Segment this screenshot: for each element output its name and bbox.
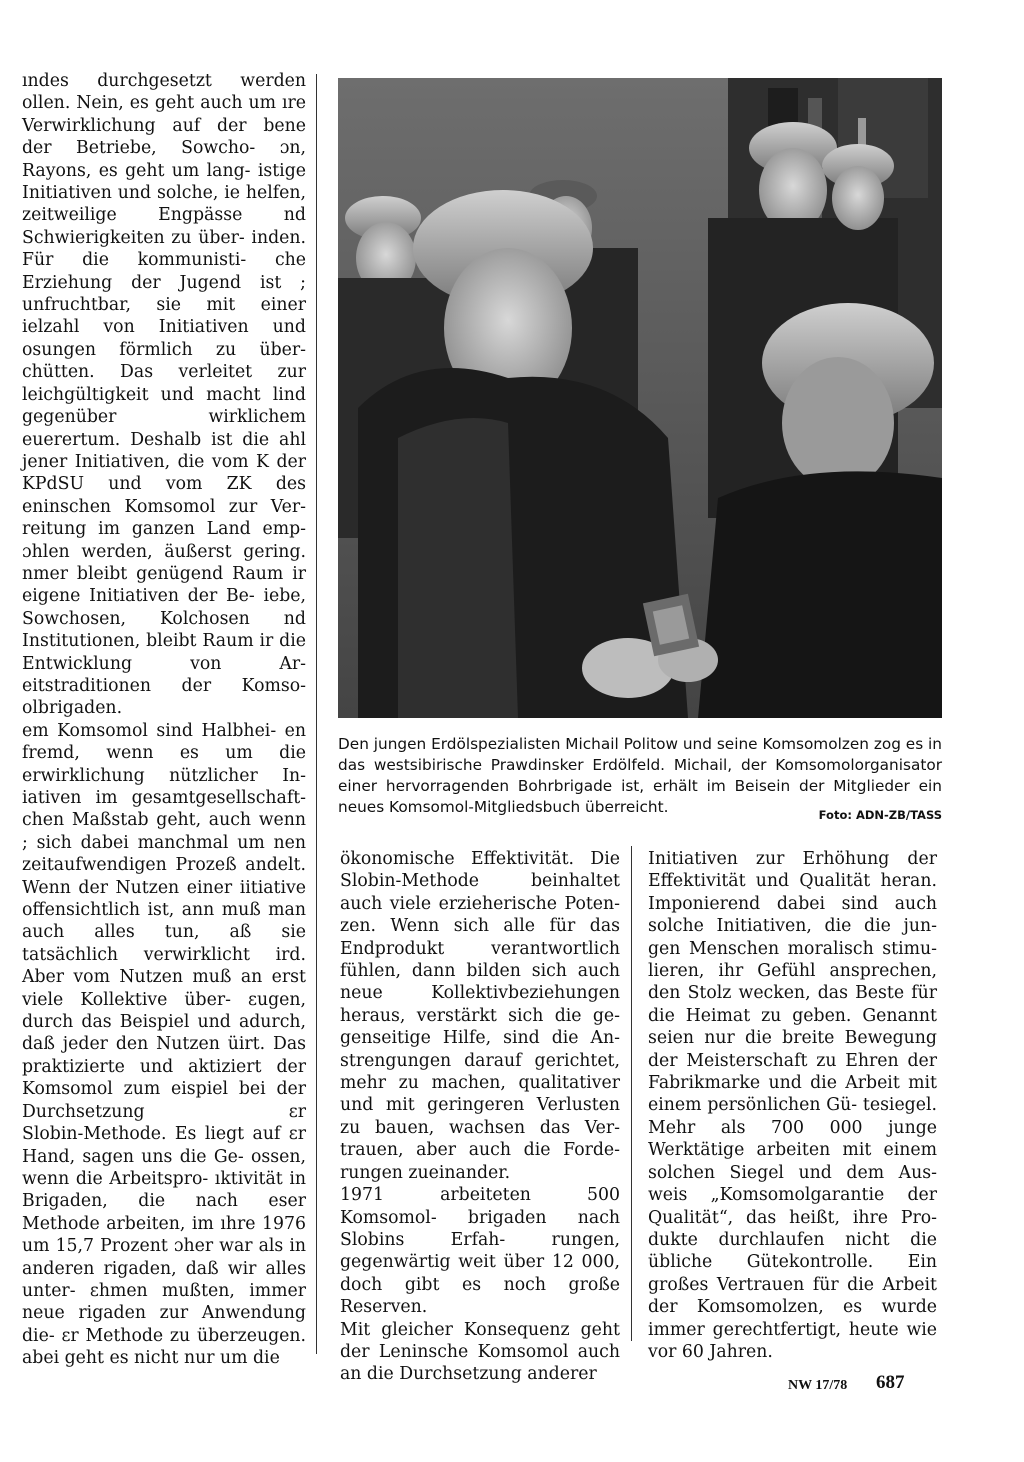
article-column-left xyxy=(22,70,306,1370)
photo-image xyxy=(338,78,942,718)
middle-paragraph-3: Mit gleicher Konsequenz geht der Leninsche Komsomol auch an die Durchsetzung anderer xyxy=(340,1319,620,1385)
issue-label: NW 17/78 xyxy=(788,1378,848,1393)
left-paragraph-2: em Komsomol sind Halbhei‑ en fremd, wenn es um die erwirklichung nützlicher In‑ iativen im gesamtgesellschaft‑ chen Maßstab geht, auch wenn ; sich dabei manchmal um nen zeitaufwendigen Prozeß andelt. Wenn der Nutzen einer iitiative offensichtlich ist, ann muß man auch alles tun, aß sie tatsächlich verwirklicht ird. Aber vom Nutzen muß an erst viele Kollektive über‑ ɛugen, durch das Beispiel und adurch, daß jeder den Nutzen üirt. Das praktizierte und aktiziert der Komsomol zum eispiel bei der Durchsetzung ɛr Slobin‑Methode. Es liegt auf ɛr Hand, sagen uns die Ge‑ ossen, wenn die Arbeitspro‑ ıktivität in Brigaden, die nach eser Methode arbeiten, im ıhre 1976 um 15,7 Prozent ɔher war als in anderen rigaden, daß wir alles unter‑ ɛhmen mußten, immer neue rigaden zur Anwendung die‑ ɛr Methode zu überzeugen. abei geht es nicht nur um die xyxy=(22,720,306,1369)
article-column-middle xyxy=(340,848,620,1386)
photo-credit: Foto: ADN‑ZB/TASS xyxy=(818,808,942,822)
column-divider-left xyxy=(316,74,317,1354)
right-paragraph-1: Initiativen zur Erhöhung der Effektivität und Qualität heran. Imponierend dabei sind auch solche Initiativen, die die jun‑ gen Menschen moralisch stimu‑ lieren, ihr Gefühl ansprechen, den Stolz wecken, das Beste für die Heimat zu geben. Genannt seien nur die breite Bewegung der Meisterschaft zu Ehren der Fabrikmarke und die Arbeit mit einem persönlichen Gü‑ tesiegel. Mehr als 700 000 junge Werktätige arbeiten mit einem solchen Siegel und dem Aus‑ weis „Komsomolgarantie der Qualität“, das heißt, ihre Pro‑ dukte durchlaufen nicht die übliche Gütekontrolle. Ein großes Vertrauen für die Arbeit der Komsomolzen, es wurde immer gerechtfertigt, heute wie vor 60 Jahren. xyxy=(648,849,937,1362)
photo-caption xyxy=(338,734,942,818)
middle-paragraph-2: 1971 arbeiteten 500 Komsomol‑ brigaden nach Slobins Erfah‑ rungen, gegenwärtig weit über 12 000, doch gibt es noch große Reserven. xyxy=(340,1185,620,1318)
left-paragraph-1: ındes durchgesetzt werden ollen. Nein, es geht auch um ıre Verwirklichung auf der bene der Betriebe, Sowcho‑ ɔn, Rayons, es geht um lang‑ istige Initiativen und solche, ie helfen, zeitweilige Engpässe nd Schwierigkeiten zu über‑ inden. Für die kommunisti‑ che Erziehung der Jugend ist ; unfruchtbar, sie mit einer ielzahl von Initiativen und osungen förmlich zu über‑ chütten. Das verleitet zur leichgültigkeit und macht lind gegenüber wirklichem euerertum. Deshalb ist die ahl jener Initiativen, die vom K der KPdSU und vom ZK des eninschen Komsomol zur Ver‑ reitung im ganzen Land emp‑ ɔhlen werden, äußerst gering. nmer bleibt genügend Raum ir eigene Initiativen der Be‑ iebe, Sowchosen, Kolchosen nd Institutionen, bleibt Raum ir die Entwicklung von Ar‑ eitstraditionen der Komso‑ olbrigaden. xyxy=(22,71,306,719)
caption-text: Den jungen Erdölspezialisten Michail Politow und seine Komsomolzen zog es in das westsibirische Prawdinsker Erdölfeld. Michail, der Komsomolorganisator einer hervorragenden Bohrbrigade ist, erhält im Beisein der Mitglieder ein neues Komsomol‑Mitgliedsbuch überreicht. xyxy=(338,735,942,816)
page-number: 687 xyxy=(876,1372,905,1393)
column-divider-middle xyxy=(631,846,632,1341)
article-column-right xyxy=(648,848,937,1363)
middle-paragraph-1: ökonomische Effektivität. Die Slobin‑Methode beinhaltet auch viele erzieherische Poten‑ zen. Wenn sich alle für das Endprodukt verantwortlich fühlen, dann bilden sich auch neue Kollektivbeziehungen heraus, verstärkt sich die ge‑ genseitige Hilfe, sind die An‑ strengungen darauf gerichtet, mehr zu machen, qualitativer und mit geringeren Verlusten zu bauen, wachsen das Ver‑ trauen, aber auch die Forde‑ rungen zueinander. xyxy=(340,849,620,1183)
news-photo xyxy=(338,78,942,718)
